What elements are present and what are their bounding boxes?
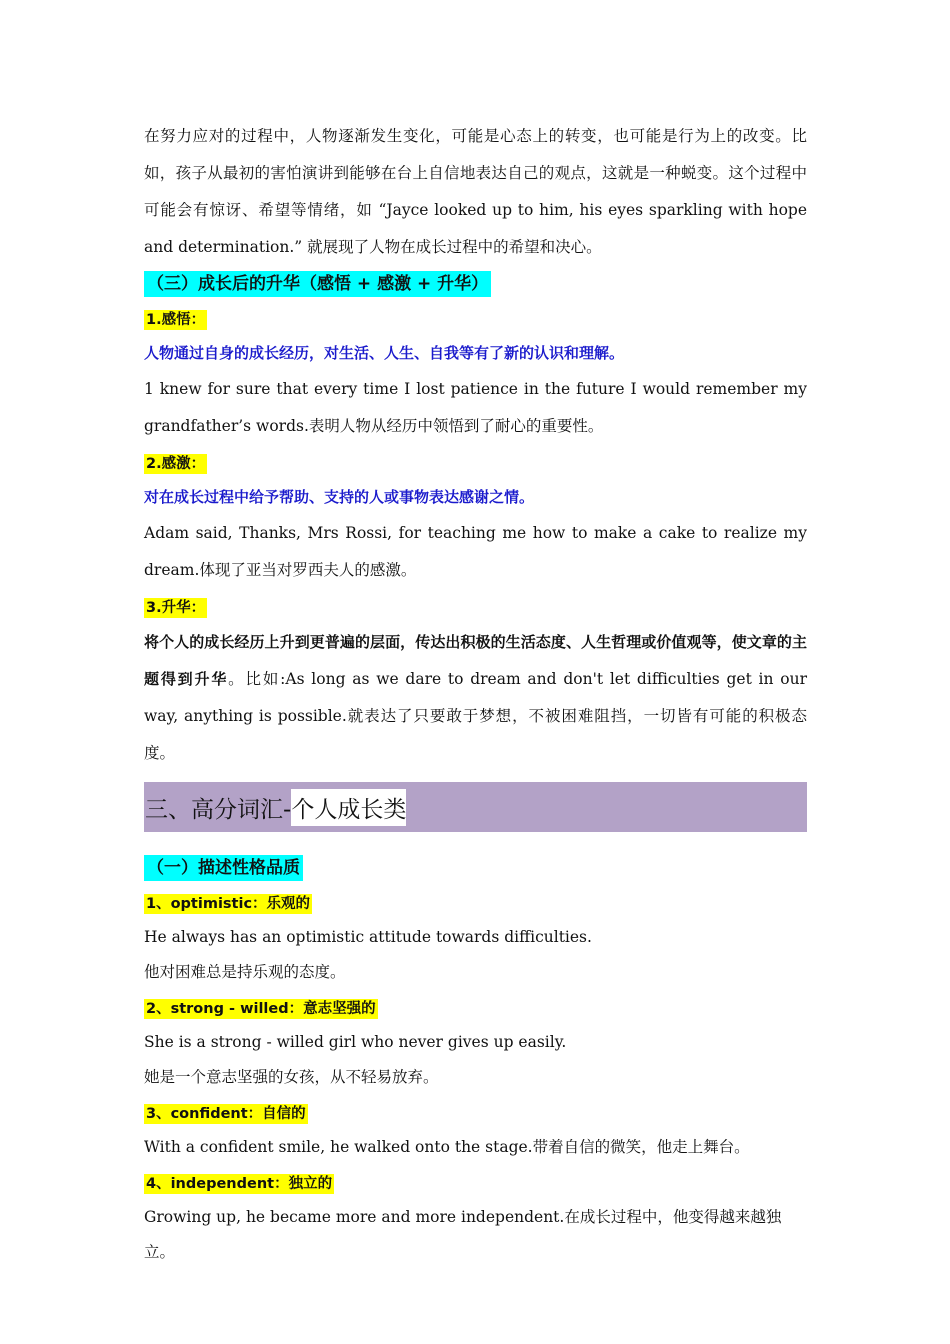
subsection-3-heading: （三）成长后的升华（感悟 + 感激 + 升华） bbox=[144, 271, 491, 297]
item-3-description-rest: 。比如:As long as we dare to dream and don't let difficulties get in our way, anything is possible.就表达了只要敢于梦想，不被困难阻挡，一切皆有可能的积极态度。 bbox=[144, 670, 807, 762]
word-4-label-row bbox=[144, 1165, 807, 1200]
word-1-example-zh: 他对困难总是持乐观的态度。 bbox=[144, 963, 346, 981]
word-3-example: With a confident smile, he walked onto the stage.带着自信的微笑，他走上舞台。 bbox=[144, 1138, 750, 1156]
intro-paragraph: 在努力应对的过程中，人物逐渐发生变化，可能是心态上的转变，也可能是行为上的改变。比如，孩子从最初的害怕演讲到能够在台上自信地表达自己的观点，这就是一种蜕变。这个过程中可能会有惊讶、希望等情绪，如 “Jayce looked up to him, his eyes sparkling with hope and determination.” 就展现了人物在成长过程中的希望和决心。 bbox=[144, 127, 807, 256]
word-2-label-row bbox=[144, 990, 807, 1025]
item-3-paragraph bbox=[144, 624, 807, 772]
word-2-label: 2、strong - willed：意志坚强的 bbox=[146, 1001, 376, 1017]
item-2-label: 2.感激： bbox=[146, 456, 206, 472]
word-4-example: Growing up, he became more and more independent.在成长过程中，他变得越来越独立。 bbox=[144, 1208, 782, 1261]
item-2-label-row bbox=[144, 445, 807, 480]
item-2-example: Adam said, Thanks, Mrs Rossi, for teaching me how to make a cake to realize my dream.体现了亚当对罗西夫人的感激。 bbox=[144, 524, 807, 579]
item-1-example: 1 knew for sure that every time I lost patience in the future I would remember my grandfather’s words.表明人物从经历中领悟到了耐心的重要性。 bbox=[144, 380, 807, 435]
subsection-3-heading-row bbox=[144, 266, 807, 301]
item-3-label-row bbox=[144, 589, 807, 624]
word-1-label: 1、optimistic：乐观的 bbox=[146, 896, 311, 912]
document-page bbox=[144, 118, 807, 1270]
item-2-description: 对在成长过程中给予帮助、支持的人或事物表达感谢之情。 bbox=[144, 488, 535, 506]
section-3-title-part-b: 个人成长类 bbox=[291, 789, 406, 826]
item-3-description-bold: 将个人的成长经历上升到更普遍的层面，传达出积极的生活态度、人生哲理或价值观等，使文章的主题得到升华 bbox=[144, 633, 807, 688]
word-4-label: 4、independent：独立的 bbox=[146, 1176, 333, 1192]
section-3-title-part-a: 三、高分词汇- bbox=[145, 796, 292, 823]
word-3-label: 3、confident：自信的 bbox=[146, 1106, 306, 1122]
item-3-label: 3.升华： bbox=[146, 600, 206, 616]
word-2-example-en: She is a strong - willed girl who never gives up easily. bbox=[144, 1033, 567, 1051]
word-3-label-row bbox=[144, 1095, 807, 1130]
section-3-title-bar bbox=[144, 782, 807, 832]
word-1-example-en: He always has an optimistic attitude towards difficulties. bbox=[144, 928, 592, 946]
subsection-1-heading-row bbox=[144, 850, 807, 885]
item-1-label-row bbox=[144, 301, 807, 336]
word-2-example-zh: 她是一个意志坚强的女孩，从不轻易放弃。 bbox=[144, 1068, 439, 1086]
item-1-label: 1.感悟： bbox=[146, 312, 206, 328]
subsection-1-heading: （一）描述性格品质 bbox=[144, 855, 303, 881]
word-1-label-row bbox=[144, 885, 807, 920]
item-1-description: 人物通过自身的成长经历，对生活、人生、自我等有了新的认识和理解。 bbox=[144, 344, 625, 362]
